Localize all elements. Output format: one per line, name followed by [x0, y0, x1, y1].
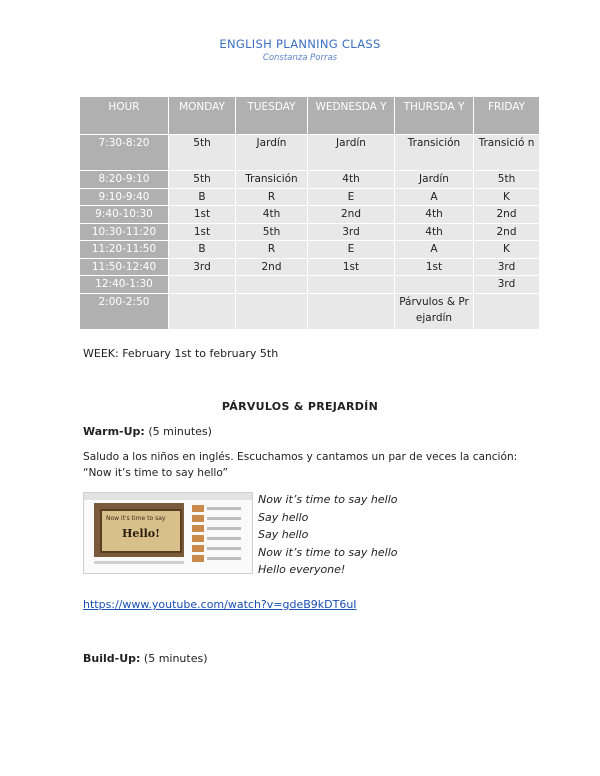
- header-monday: MONDAY: [169, 97, 236, 135]
- table-row: [80, 223, 540, 241]
- section-title: PÁRVULOS & PREJARDÍN: [221, 400, 379, 413]
- lyric-line: Say hello: [258, 510, 309, 524]
- table-cell: 5th: [169, 171, 236, 189]
- table-cell: Jardín: [236, 135, 308, 171]
- related-video: [192, 525, 244, 532]
- hour-cell: 9:40-10:30: [80, 206, 169, 224]
- hour-cell: 12:40-1:30: [80, 276, 169, 294]
- table-cell: A: [395, 241, 474, 259]
- table-cell: Transición: [236, 171, 308, 189]
- table-row: [80, 241, 540, 259]
- table-cell: [308, 276, 395, 294]
- table-cell: R: [236, 241, 308, 259]
- table-row: [80, 171, 540, 189]
- table-cell: [474, 293, 540, 329]
- related-video: [192, 545, 244, 552]
- table-cell: A: [395, 188, 474, 206]
- table-cell: 3rd: [308, 223, 395, 241]
- table-cell: 3rd: [474, 276, 540, 294]
- lyric-line: Now it’s time to say hello: [258, 545, 398, 559]
- header-wednesday: WEDNESDA Y: [308, 97, 395, 135]
- header-hour: HOUR: [80, 97, 169, 135]
- schedule-table: [79, 96, 540, 330]
- table-row: [80, 276, 540, 294]
- related-video: [192, 535, 244, 542]
- table-cell: Jardín: [395, 171, 474, 189]
- table-cell: 5th: [474, 171, 540, 189]
- table-cell: 4th: [395, 223, 474, 241]
- table-cell: 2nd: [236, 258, 308, 276]
- schedule-header-row: [80, 97, 540, 135]
- table-cell: 2nd: [308, 206, 395, 224]
- table-cell: Jardín: [308, 135, 395, 171]
- hour-cell: 11:20-11:50: [80, 241, 169, 259]
- table-cell: 4th: [395, 206, 474, 224]
- buildup-label: Build-Up:: [83, 652, 141, 665]
- table-cell: 3rd: [474, 258, 540, 276]
- table-row: [80, 258, 540, 276]
- document-author: Constanza Porras: [262, 53, 338, 63]
- table-cell: [169, 276, 236, 294]
- video-caption: Now it's time to say: [106, 515, 166, 522]
- warmup-heading: [83, 424, 212, 440]
- table-cell: K: [474, 188, 540, 206]
- youtube-link[interactable]: https://www.youtube.com/watch?v=gdeB9kDT6uI: [83, 598, 357, 611]
- table-cell: 1st: [169, 223, 236, 241]
- table-cell: [395, 276, 474, 294]
- video-description: [94, 561, 184, 564]
- song-title: “Now it’s time to say hello”: [83, 467, 228, 479]
- warmup-label: Warm-Up:: [83, 425, 145, 438]
- table-cell: 5th: [169, 135, 236, 171]
- table-cell: [308, 293, 395, 329]
- buildup-duration: (5 minutes): [143, 652, 208, 665]
- week-range: WEEK: February 1st to february 5th: [83, 347, 279, 360]
- table-cell: E: [308, 188, 395, 206]
- table-cell: 1st: [395, 258, 474, 276]
- table-cell: R: [236, 188, 308, 206]
- hour-cell: 8:20-9:10: [80, 171, 169, 189]
- header-thursday: THURSDA Y: [395, 97, 474, 135]
- table-cell: Transició n: [474, 135, 540, 171]
- table-row: [80, 206, 540, 224]
- hour-cell: 2:00-2:50: [80, 293, 169, 329]
- chalkboard: [100, 509, 182, 553]
- table-cell: [236, 293, 308, 329]
- lyric-line: Now it’s time to say hello: [258, 493, 398, 506]
- table-cell: E: [308, 241, 395, 259]
- warmup-duration: (5 minutes): [148, 425, 212, 438]
- hour-cell: 9:10-9:40: [80, 188, 169, 206]
- table-cell: 1st: [308, 258, 395, 276]
- table-row: [80, 135, 540, 171]
- lyric-line: Hello everyone!: [258, 563, 346, 576]
- video-thumbnail[interactable]: [83, 492, 253, 574]
- warmup-text-line: Saludo a los niños en inglés. Escuchamos y cantamos un par de veces la canción:: [83, 451, 518, 463]
- related-video: [192, 555, 244, 562]
- table-cell: 4th: [308, 171, 395, 189]
- related-video: [192, 505, 244, 512]
- table-cell: 1st: [169, 206, 236, 224]
- browser-toolbar: [84, 493, 252, 500]
- table-cell: [236, 276, 308, 294]
- header-friday: FRIDAY: [474, 97, 540, 135]
- table-cell: Párvulos & Prejardín: [395, 293, 474, 329]
- table-cell: 2nd: [474, 206, 540, 224]
- song-lyrics: [258, 491, 398, 579]
- table-cell: Transición: [395, 135, 474, 171]
- header-tuesday: TUESDAY: [236, 97, 308, 135]
- hour-cell: 7:30-8:20: [80, 135, 169, 171]
- buildup-heading: [83, 651, 208, 667]
- table-cell: 3rd: [169, 258, 236, 276]
- table-cell: 5th: [236, 223, 308, 241]
- table-cell: B: [169, 241, 236, 259]
- table-row: [80, 188, 540, 206]
- hour-cell: 11:50-12:40: [80, 258, 169, 276]
- related-video: [192, 515, 244, 522]
- video-caption-hello: Hello!: [122, 527, 160, 540]
- table-cell: 4th: [236, 206, 308, 224]
- table-cell: B: [169, 188, 236, 206]
- video-frame: [94, 503, 184, 557]
- table-cell: 2nd: [474, 223, 540, 241]
- table-cell: K: [474, 241, 540, 259]
- hour-cell: 10:30-11:20: [80, 223, 169, 241]
- table-row: [80, 293, 540, 329]
- document-title: ENGLISH PLANNING CLASS: [219, 37, 381, 51]
- warmup-text: [83, 449, 517, 481]
- lyric-line: Say hello: [258, 528, 309, 541]
- table-cell: [169, 293, 236, 329]
